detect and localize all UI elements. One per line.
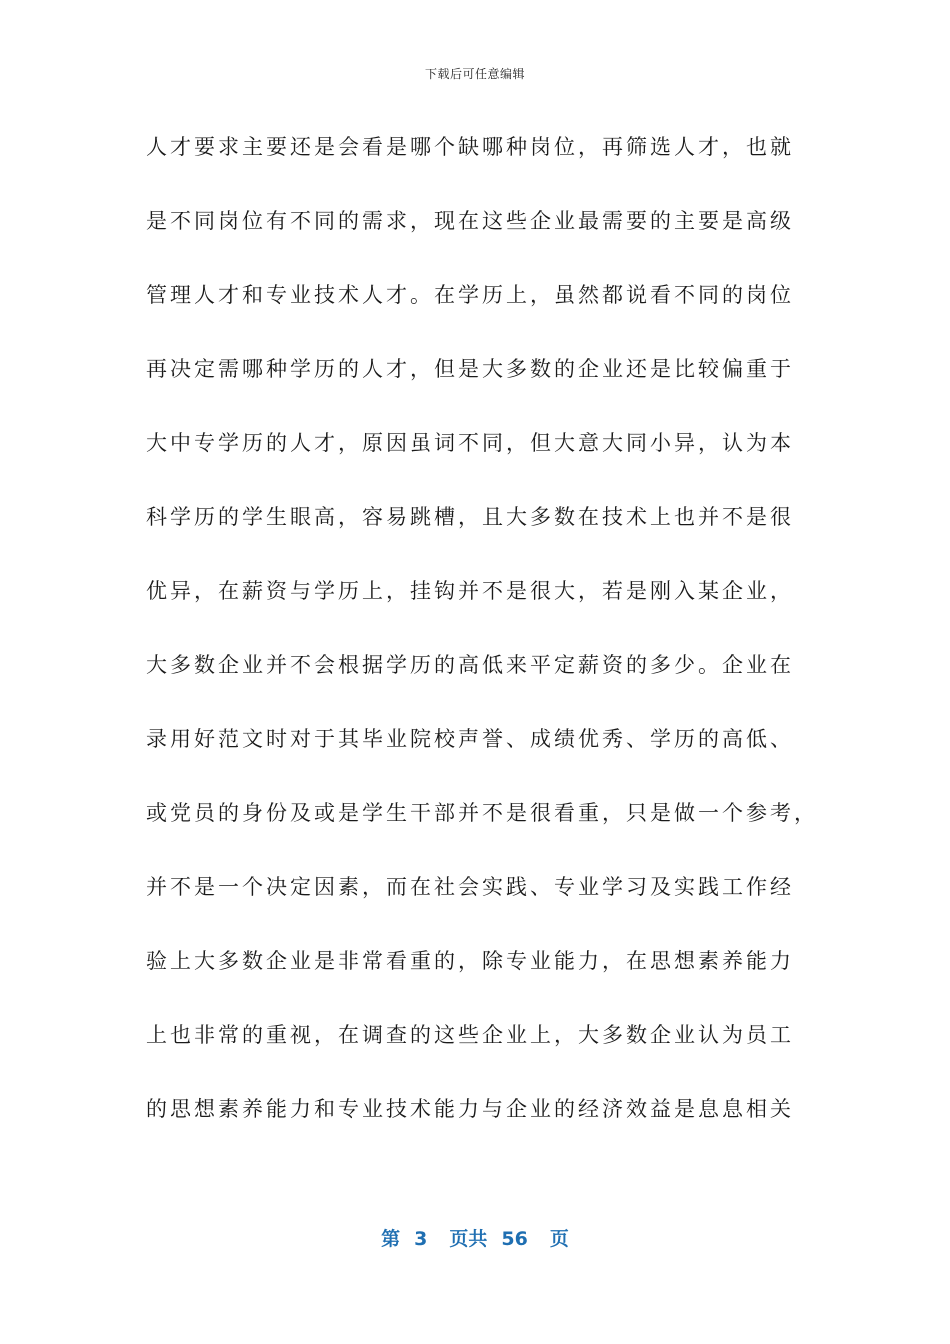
text-line: 上也非常的重视，在调查的这些企业上，大多数企业认为员工: [146, 1023, 794, 1047]
footer-middle: 页共: [449, 1228, 488, 1250]
current-page-number: 3: [414, 1228, 428, 1250]
footer-prefix: 第: [381, 1228, 401, 1250]
text-line: 大多数企业并不会根据学历的高低来平定薪资的多少。企业在: [146, 653, 794, 677]
text-line: 人才要求主要还是会看是哪个缺哪种岗位，再筛选人才，也就: [146, 135, 794, 159]
text-line: 再决定需哪种学历的人才，但是大多数的企业还是比较偏重于: [146, 357, 794, 381]
page-header: 下载后可任意编辑: [424, 67, 525, 81]
text-line: 验上大多数企业是非常看重的，除专业能力，在思想素养能力: [146, 949, 794, 973]
text-line: 或党员的身份及或是学生干部并不是很看重，只是做一个参考，: [146, 801, 818, 825]
total-pages-number: 56: [501, 1228, 528, 1250]
text-line: 并不是一个决定因素，而在社会实践、专业学习及实践工作经: [146, 875, 794, 899]
text-line: 科学历的学生眼高，容易跳槽，且大多数在技术上也并不是很: [146, 505, 794, 529]
text-line: 优异，在薪资与学历上，挂钩并不是很大，若是刚入某企业，: [146, 579, 794, 603]
text-line: 大中专学历的人才，原因虽词不同，但大意大同小异，认为本: [146, 431, 794, 455]
text-line: 是不同岗位有不同的需求，现在这些企业最需要的主要是高级: [146, 209, 794, 233]
page-number-footer: [0, 1226, 950, 1252]
footer-suffix: 页: [549, 1228, 569, 1250]
text-line: 的思想素养能力和专业技术能力与企业的经济效益是息息相关: [146, 1097, 794, 1121]
text-line: 管理人才和专业技术人才。在学历上，虽然都说看不同的岗位: [146, 283, 794, 307]
text-line: 录用好范文时对于其毕业院校声誉、成绩优秀、学历的高低、: [146, 727, 794, 751]
